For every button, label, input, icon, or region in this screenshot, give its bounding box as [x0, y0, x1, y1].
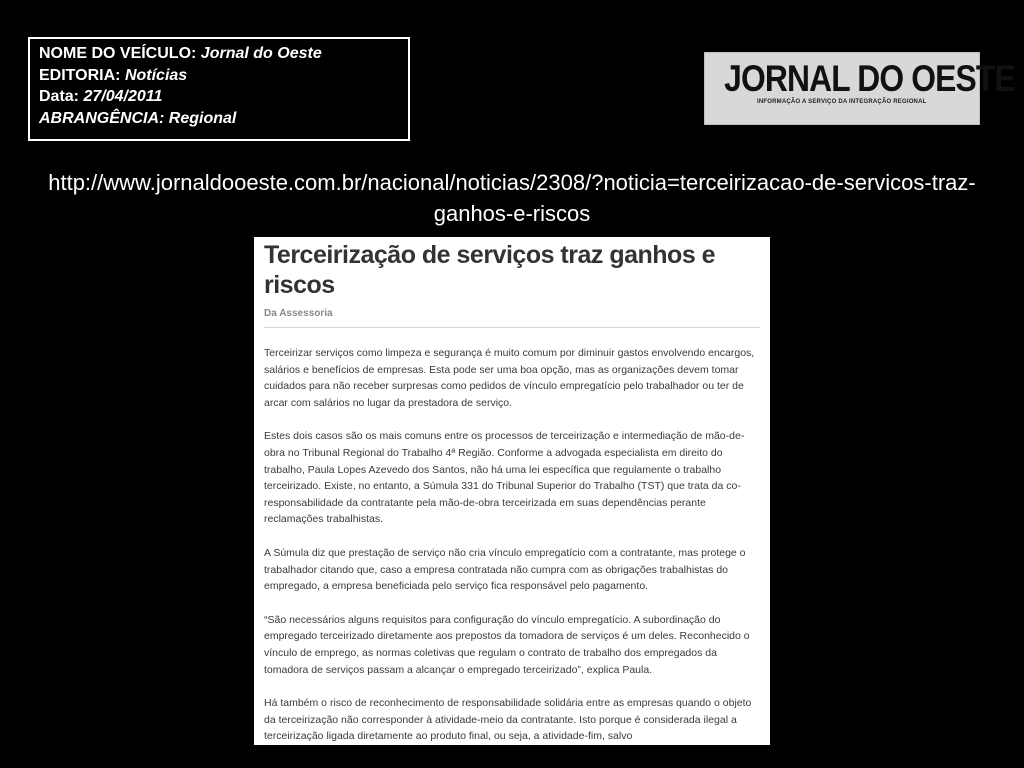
article-byline: Da Assessoria: [264, 308, 760, 328]
section-label: EDITORIA:: [39, 66, 121, 84]
vehicle-value: Jornal do Oeste: [200, 45, 322, 62]
date-line: [39, 86, 408, 108]
section-line: [39, 65, 408, 87]
section-value: Notícias: [124, 66, 188, 84]
article-paragraph: Há também o risco de reconhecimento de responsabilidade solidária entre as empresas quando o objeto da terceirização não corresponder à atividade-meio da contratante. Isto porque é considerada ilegal a terceirização ligada diretamente ao produto final, ou seja, a atividade-fim, salvo: [264, 697, 752, 743]
clipping-info-box: [28, 37, 410, 141]
date-label: Data:: [39, 88, 80, 105]
article-headline: Terceirização de serviços traz ganhos e riscos: [264, 241, 716, 299]
vehicle-line: [39, 43, 408, 65]
vehicle-label: NOME DO VEÍCULO:: [39, 45, 197, 62]
scope-value: Regional: [168, 109, 237, 127]
article-paragraph: “São necessários alguns requisitos para configuração do vínculo empregatício. A subordinação do empregado terceirizado diretamente aos prepostos da tomadora de serviços é um deles. Reconhecido o vínculo de emprego, as normas coletivas que regulam o contrato de trabalho dos empregados da tomadora de serviços passam a alcançar o empregado terceirizado”, explica Paula.: [264, 613, 750, 676]
date-value: 27/04/2011: [83, 88, 163, 105]
article-clipping: [254, 237, 770, 745]
newspaper-logo: [704, 52, 1015, 125]
source-url: http://www.jornaldooeste.com.br/nacional/noticias/2308/?noticia=terceirizacao-de-servicos-traz-ganhos-e-riscos: [48, 170, 976, 226]
article-paragraph: A Súmula diz que prestação de serviço não cria vínculo empregatício com a contratante, mas protege o trabalhador citando que, caso a empresa contratada não cumpra com as obrigações trabalhistas do empregado, a empresa beneficiada pelo serviço fica responsável pelo pagamento.: [264, 546, 746, 593]
scope-label: ABRANGÊNCIA:: [39, 109, 165, 127]
article-paragraph: Estes dois casos são os mais comuns entre os processos de terceirização e intermediação de mão-de-obra no Tribunal Regional do Trabalho 4ª Região. Conforme a advogada especialista em direito do trabalho, Paula Lopes Azevedo dos Santos, não há uma lei específica que regulamente o trabalho terceirizado. Existe, no entanto, a Súmula 331 do Tribunal Superior do Trabalho (TST) que trata da co-responsabilidade da contratante pela mão-de-obra terceirizada em suas dependências perante reclamações trabalhistas.: [264, 430, 745, 526]
article-paragraph: Terceirizar serviços como limpeza e segurança é muito comum por diminuir gastos envolvendo encargos, salários e benefícios de empresas. Esta pode ser uma boa opção, mas as organizações devem tomar cuidados para não receber surpresas como pedidos de vínculo empregatício pelo trabalhador ou ter de arcar com salários no lugar da prestadora de serviço.: [264, 347, 755, 409]
logo-tagline: INFORMAÇÃO A SERVIÇO DA INTEGRAÇÃO REGIONAL: [757, 99, 927, 105]
logo-title: JORNAL DO OESTE: [724, 58, 1015, 99]
scope-line: [39, 108, 408, 130]
